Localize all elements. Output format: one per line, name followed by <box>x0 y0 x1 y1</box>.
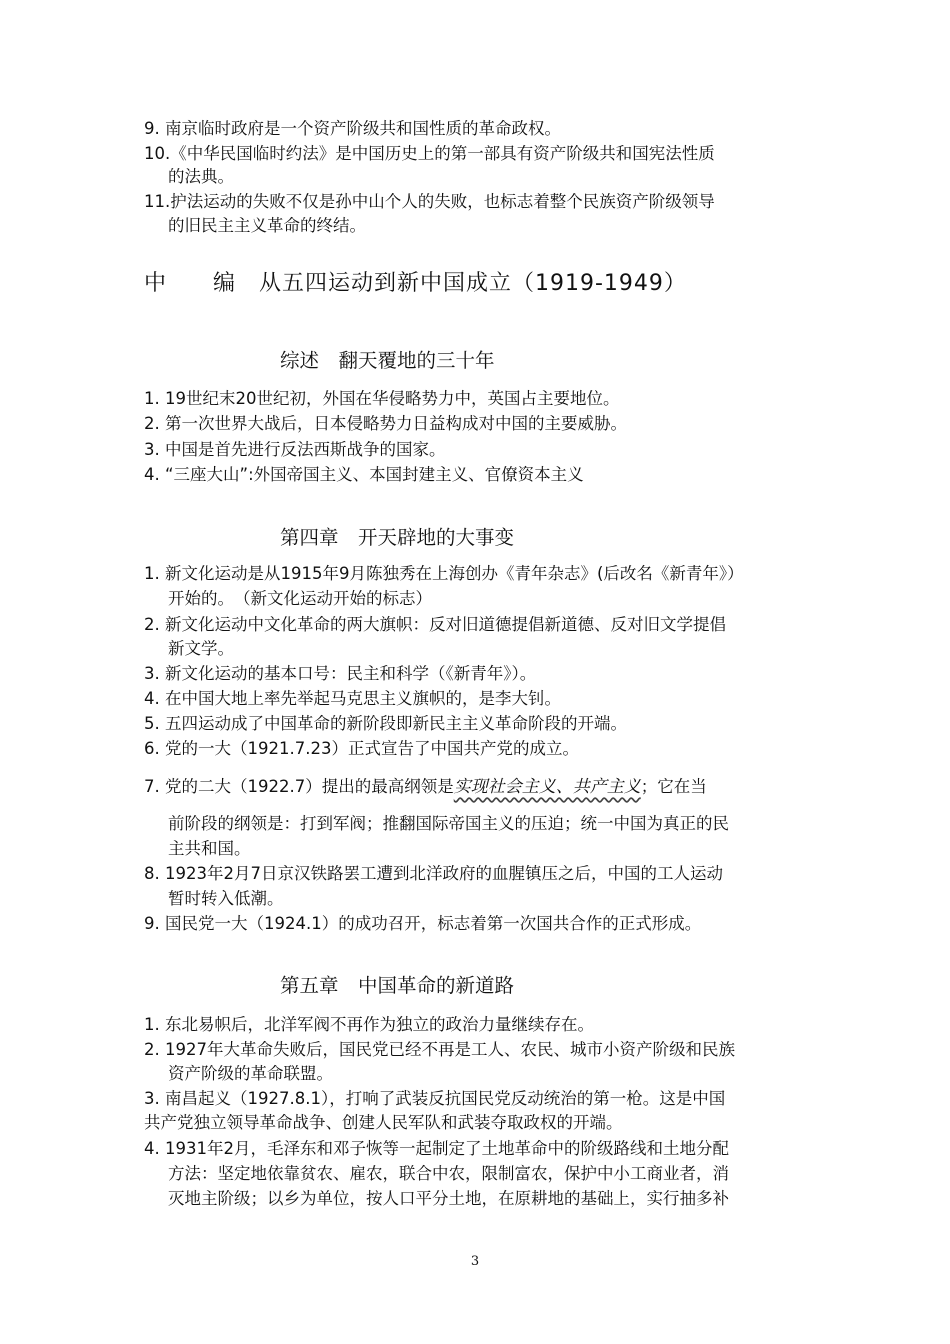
list-item: 5. 五四运动成了中国革命的新阶段即新民主主义革命阶段的开端。 <box>144 714 627 733</box>
list-item: 1. 东北易帜后，北洋军阀不再作为独立的政治力量继续存在。 <box>144 1015 594 1034</box>
chapter-heading: 综述 翻天覆地的三十年 <box>280 349 495 372</box>
list-item-continuation: 共产党独立领导革命战争、创建人民军队和武装夺取政权的开端。 <box>144 1113 623 1132</box>
list-item: 2. 第一次世界大战后，日本侵略势力日益构成对中国的主要威胁。 <box>144 414 627 433</box>
chapter-heading: 第四章 开天辟地的大事变 <box>280 526 515 549</box>
list-item: 4. 在中国大地上率先举起马克思主义旗帜的，是李大钊。 <box>144 689 561 708</box>
list-item-continuation: 新文学。 <box>168 639 234 658</box>
list-item: 11.护法运动的失败不仅是孙中山个人的失败，也标志着整个民族资产阶级领导 <box>144 192 715 211</box>
list-item-continuation: 的法典。 <box>168 167 234 186</box>
list-item: 4. 1931年2月，毛泽东和邓子恢等一起制定了土地革命中的阶级路线和土地分配 <box>144 1139 729 1158</box>
list-item: 2. 1927年大革命失败后，国民党已经不再是工人、农民、城市小资产阶级和民族 <box>144 1040 735 1059</box>
list-item-continuation: 方法：坚定地依靠贫农、雇农，联合中农，限制富农，保护中小工商业者，消 <box>168 1164 729 1183</box>
list-item: 3. 新文化运动的基本口号：民主和科学（《新青年》）。 <box>144 664 537 683</box>
list-item: 10.《中华民国临时约法》是中国历史上的第一部具有资产阶级共和国宪法性质 <box>144 144 715 163</box>
handwritten-annotation: 实现社会主义、共产主义 <box>453 777 641 797</box>
list-item-continuation: 灭地主阶级；以乡为单位，按人口平分土地，在原耕地的基础上，实行抽多补 <box>168 1189 729 1208</box>
list-item-text: 7. 党的二大（1922.7）提出的最高纲领是 <box>144 777 454 796</box>
list-item: 9. 国民党一大（1924.1）的成功召开，标志着第一次国共合作的正式形成。 <box>144 914 702 933</box>
list-item: 6. 党的一大（1921.7.23）正式宣告了中国共产党的成立。 <box>144 739 579 758</box>
list-item: 1. 新文化运动是从1915年9月陈独秀在上海创办《青年杂志》(后改名《新青年》） <box>144 564 744 583</box>
list-item: 3. 南昌起义（1927.8.1），打响了武装反抗国民党反动统治的第一枪。这是中国 <box>144 1089 726 1108</box>
list-item: 9. 南京临时政府是一个资产阶级共和国性质的革命政权。 <box>144 119 561 138</box>
list-item-text: ；它在当 <box>640 777 707 796</box>
list-item-continuation: 前阶段的纲领是：打到军阀；推翻国际帝国主义的压迫；统一中国为真正的民 <box>168 814 729 833</box>
page-number: 3 <box>470 1254 480 1269</box>
list-item-continuation: 开始的。 （新文化运动开始的标志） <box>168 589 432 608</box>
list-item: 3. 中国是首先进行反法西斯战争的国家。 <box>144 440 446 459</box>
chapter-heading: 第五章 中国革命的新道路 <box>280 974 515 997</box>
list-item-continuation: 资产阶级的革命联盟。 <box>168 1064 333 1083</box>
list-item-continuation: 暂时转入低潮。 <box>168 889 284 908</box>
list-item-continuation: 的旧民主主义革命的终结。 <box>168 216 366 235</box>
list-item: 8. 1923年2月7日京汉铁路罢工遭到北洋政府的血腥镇压之后，中国的工人运动 <box>144 864 723 883</box>
list-item <box>144 774 814 800</box>
list-item: 2. 新文化运动中文化革命的两大旗帜：反对旧道德提倡新道德、反对旧文学提倡 <box>144 615 726 634</box>
list-item: 1. 19世纪末20世纪初，外国在华侵略势力中，英国占主要地位。 <box>144 389 620 408</box>
list-item-continuation: 主共和国。 <box>168 839 251 858</box>
list-item: 4. “三座大山”:外国帝国主义、本国封建主义、官僚资本主义 <box>144 465 584 484</box>
section-heading: 中 编 从五四运动到新中国成立（1919-1949） <box>144 271 687 296</box>
